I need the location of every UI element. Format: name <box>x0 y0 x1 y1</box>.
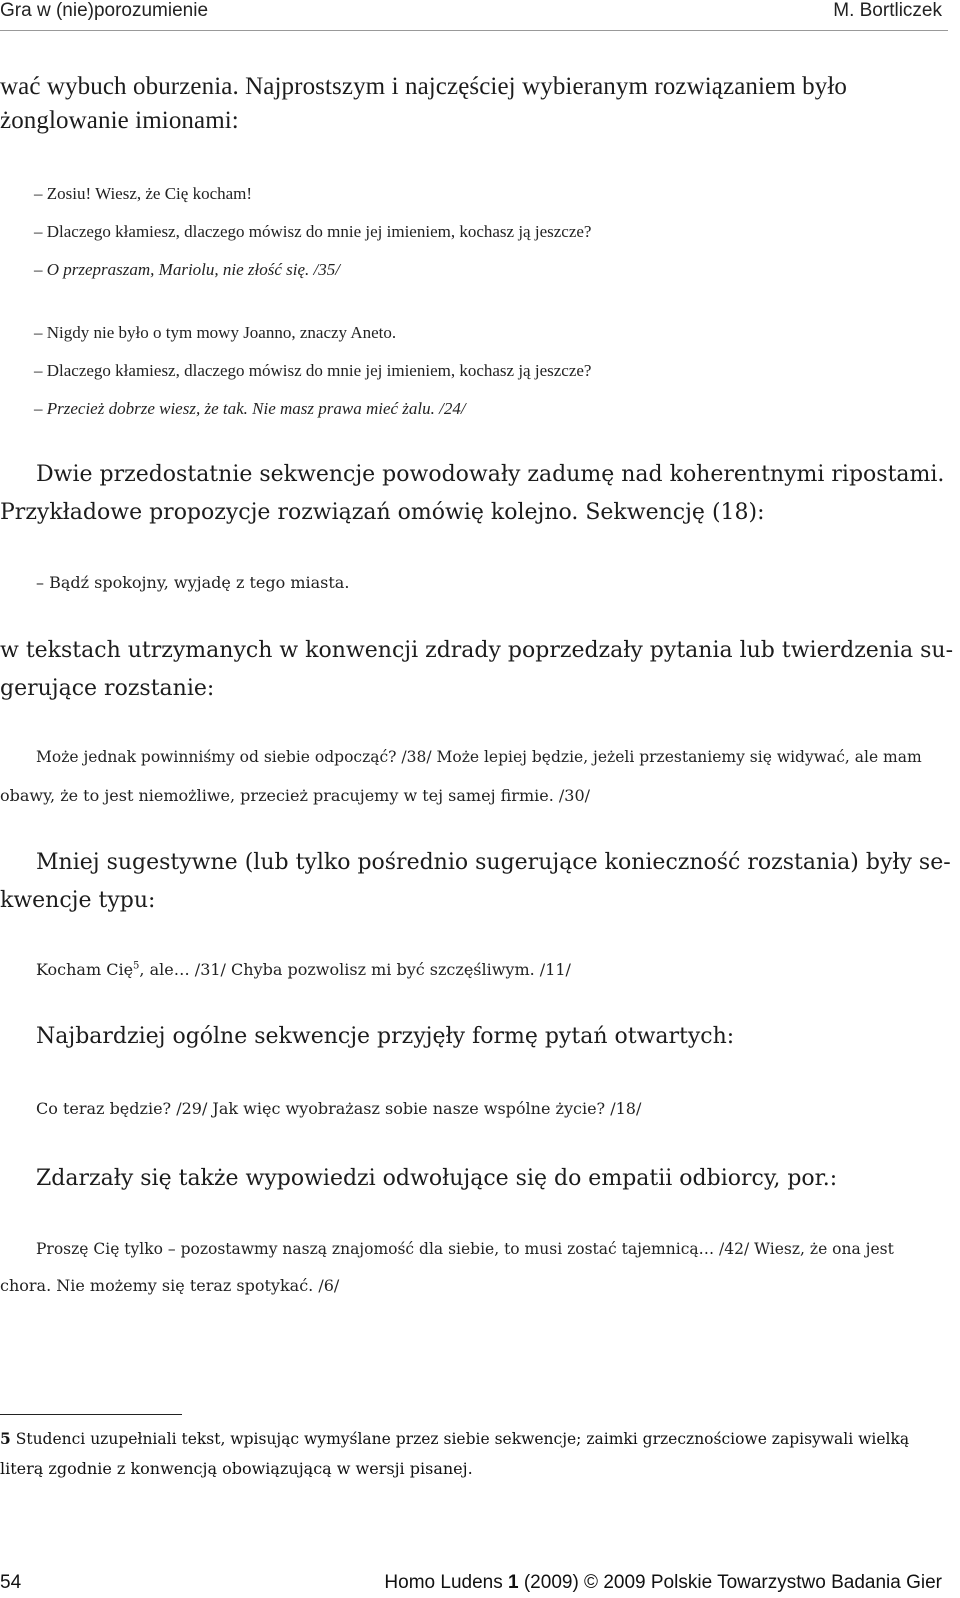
dialogue-a-line-1: – Zosiu! Wiesz, że Cię kocham! <box>34 184 253 203</box>
quote-5-line-1: Proszę Cię tylko – pozostawmy naszą znajomość dla siebie, to musi zostać tajemnicą… /42/ Wiesz, że ona jest <box>36 1240 894 1258</box>
journal-issue: 1 <box>508 1572 519 1593</box>
quote-2-line-2: obawy, że to jest niemożliwe, przecież pracujemy w tej samej firmie. /30/ <box>0 786 591 805</box>
dialogue-a-line-3: – O przepraszam, Mariolu, nie złość się. /35/ <box>34 260 340 279</box>
running-header-title: Gra w (nie)porozumienie <box>0 0 209 21</box>
running-header-author: M. Bortliczek <box>833 0 942 21</box>
quote-5-line-2: chora. Nie możemy się teraz spotykać. /6/ <box>0 1276 340 1295</box>
footnote-line-2: literą zgodnie z konwencją obowiązującą w wersji pisanej. <box>0 1459 473 1478</box>
paragraph-2-line-1: w tekstach utrzymanych w konwencji zdrady poprzedzały pytania lub twierdzenia su- <box>0 638 954 663</box>
header-rule <box>0 30 948 31</box>
paragraph-1-line-2: Przykładowe propozycje rozwiązań omówię kolejno. Sekwencję (18): <box>0 500 765 525</box>
quote-3-after: , ale… /31/ Chyba pozwolisz mi być szczęśliwym. /11/ <box>139 960 571 979</box>
quote-3-before: Kocham Cię <box>36 960 134 979</box>
footnote-line-1: Studenci uzupełniali tekst, wpisując wymyślane przez siebie sekwencje; zaimki grzecznościowe zapisywali wielką <box>10 1430 910 1448</box>
paragraph-3-line-1: Mniej sugestywne (lub tylko pośrednio sugerujące konieczność rozstania) były se- <box>36 850 951 875</box>
journal-credit <box>384 1572 942 1594</box>
footnote-marker: 5 <box>0 1429 11 1448</box>
paragraph-4: Najbardziej ogólne sekwencje przyjęły formę pytań otwartych: <box>36 1024 735 1049</box>
quote-2-line-1: Może jednak powinniśmy od siebie odpocząć? /38/ Może lepiej będzie, jeżeli przestaniemy się widywać, ale mam <box>36 748 922 766</box>
page-number: 54 <box>0 1572 22 1593</box>
paragraph-5: Zdarzały się także wypowiedzi odwołujące się do empatii odbiorcy, por.: <box>36 1166 838 1191</box>
journal-copyright: (2009) © 2009 Polskie Towarzystwo Badania Gier <box>518 1572 942 1593</box>
dialogue-b-line-3: – Przecież dobrze wiesz, że tak. Nie masz prawa mieć żalu. /24/ <box>34 399 466 418</box>
quote-1: – Bądź spokojny, wyjadę z tego miasta. <box>36 573 350 592</box>
quote-4: Co teraz będzie? /29/ Jak więc wyobrażasz sobie nasze wspólne życie? /18/ <box>36 1099 642 1118</box>
quote-3 <box>36 960 571 979</box>
paragraph-2-line-2: gerujące rozstanie: <box>0 676 215 701</box>
journal-name: Homo Ludens <box>384 1572 508 1593</box>
footnote <box>0 1424 945 1484</box>
dialogue-b-line-1: – Nigdy nie było o tym mowy Joanno, znaczy Aneto. <box>34 323 397 342</box>
footnote-ref-5: 5 <box>133 960 140 972</box>
footnote-rule <box>0 1414 182 1415</box>
paragraph-1-line-1: Dwie przedostatnie sekwencje powodowały zadumę nad koherentnymi ripostami. <box>36 462 945 487</box>
dialogue-a-line-2: – Dlaczego kłamiesz, dlaczego mówisz do mnie jej imieniem, kochasz ją jeszcze? <box>34 222 592 241</box>
intro-paragraph <box>0 70 945 138</box>
dialogue-b-line-2: – Dlaczego kłamiesz, dlaczego mówisz do mnie jej imieniem, kochasz ją jeszcze? <box>34 361 592 380</box>
intro-text: wać wybuch oburzenia. Najprostszym i najczęściej wybieranym rozwiązaniem było żonglowanie imionami: <box>0 73 847 134</box>
paragraph-3-line-2: kwencje typu: <box>0 888 156 913</box>
